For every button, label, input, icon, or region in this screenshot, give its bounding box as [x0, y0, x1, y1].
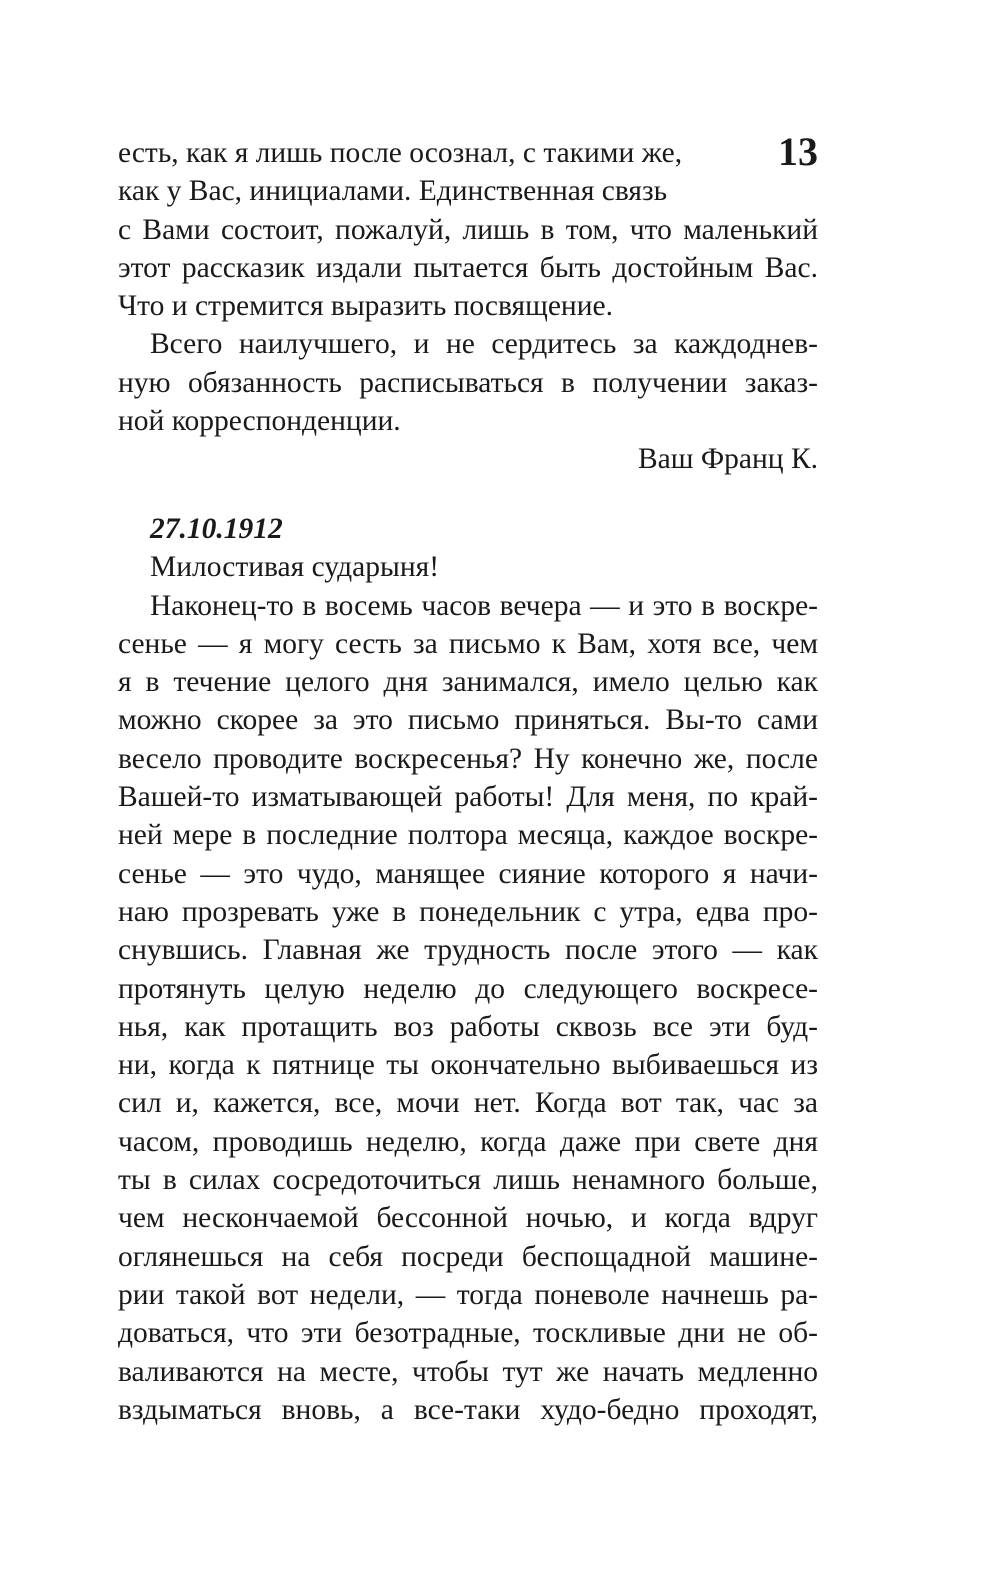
- text-line: ней мере в последние полтора месяца, каждое воскре-: [118, 819, 818, 852]
- text-line: ни, когда к пятнице ты окончательно выбиваешься из: [118, 1049, 818, 1082]
- text-line: сенье — я могу сесть за письмо к Вам, хотя все, чем: [118, 627, 818, 660]
- letter-2-body: [118, 587, 818, 1430]
- letter-1-paragraph-1: [118, 134, 818, 325]
- text-line: ную обязанность расписываться в получении заказ-: [118, 366, 818, 399]
- text-line: валиваются на месте, чтобы тут же начать медленно: [118, 1355, 818, 1388]
- text-line: Наконец-то в восемь часов вечера — и это в воскре-: [150, 589, 818, 622]
- text-line: протянуть целую неделю до следующего воскресе-: [118, 972, 818, 1005]
- text-line: как у Вас, инициалами. Единственная связь: [118, 175, 668, 208]
- text-line: оглянешься на себя посреди беспощадной машине-: [118, 1240, 818, 1273]
- letter-1-paragraph-2: [118, 325, 818, 440]
- text-line: есть, как я лишь после осознал, с такими же,: [118, 137, 683, 169]
- letter-1: [118, 134, 818, 479]
- text-line: наю прозревать уже в понедельник с утра, едва про-: [118, 895, 818, 928]
- text-line: Что и стремится выразить посвящение.: [118, 290, 613, 323]
- text-line: сил и, кажется, все, мочи нет. Когда вот так, час за: [118, 1087, 818, 1120]
- page-number: 13: [778, 129, 818, 174]
- text-line: весело проводите воскресенья? Ну конечно же, после: [118, 742, 818, 775]
- letter-date: 27.10.1912: [150, 513, 283, 545]
- text-line: я в течение целого дня занимался, имело целью как: [118, 666, 818, 699]
- text-line: ты в силах сосредоточиться лишь ненамного больше,: [118, 1164, 818, 1197]
- text-line: чем нескончаемой бессонной ночью, и когда вдруг: [118, 1202, 818, 1235]
- text-line: Вашей-то изматывающей работы! Для меня, по край-: [118, 781, 818, 814]
- signature: Ваш Франц К.: [637, 443, 818, 476]
- salutation: Милостивая сударыня!: [150, 551, 440, 584]
- text-line: часом, проводишь неделю, когда даже при свете дня: [118, 1125, 818, 1158]
- text-line: сенье — это чудо, манящее сияние которого я начи-: [118, 857, 818, 890]
- text-line: ной корреспонденции.: [118, 405, 401, 438]
- letter-2: [118, 510, 818, 1429]
- text-line: с Вами состоит, пожалуй, лишь в том, что маленький: [118, 213, 818, 246]
- text-line: этот рассказик издали пытается быть достойным Вас.: [118, 251, 818, 284]
- text-line: рии такой вот недели, — тогда поневоле начнешь ра-: [118, 1278, 818, 1311]
- text-line: снувшись. Главная же трудность после этого — как: [118, 934, 818, 967]
- text-line: нья, как протащить воз работы сквозь все эти буд-: [118, 1010, 818, 1043]
- text-line: вздыматься вновь, а все-таки худо-бедно проходят,: [118, 1393, 818, 1426]
- text-line: Всего наилучшего, и не сердитесь за каждоднев-: [150, 328, 818, 361]
- text-line: доваться, что эти безотрадные, тоскливые дни не об-: [118, 1317, 818, 1350]
- text-line: можно скорее за это письмо приняться. Вы-то сами: [118, 704, 818, 737]
